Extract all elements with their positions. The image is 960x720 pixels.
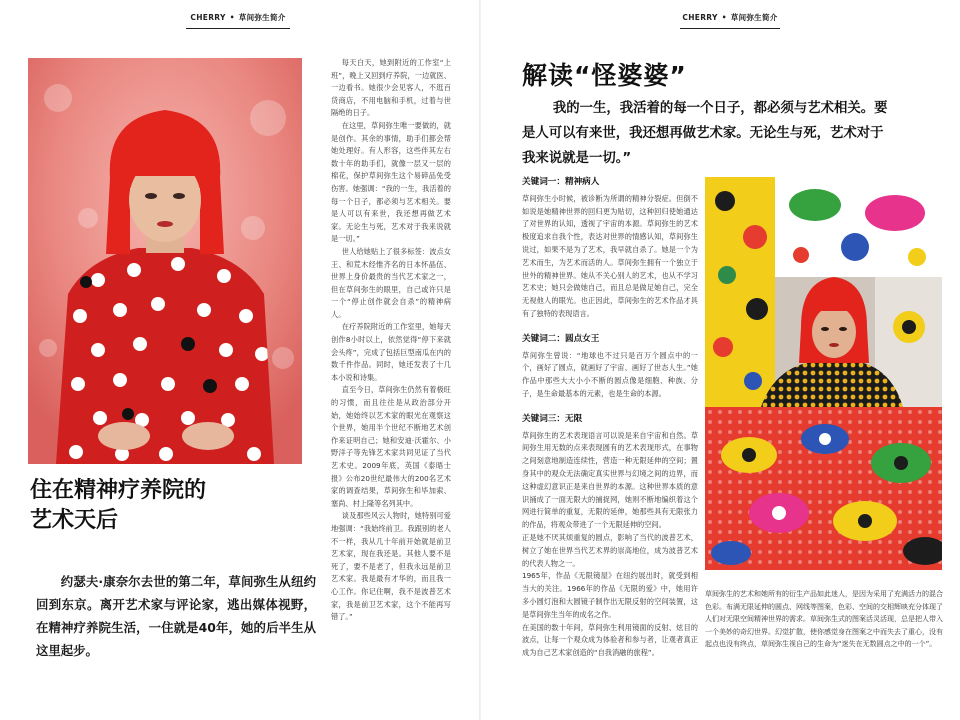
section-title: 解读“怪婆婆” [522, 61, 687, 90]
body-text-column [331, 57, 451, 624]
artist-portrait-photo [28, 58, 302, 464]
article-title [30, 476, 300, 536]
keyword-section [522, 333, 698, 401]
keyword-text: 正是她不厌其烦重复的圆点，影响了当代的波普艺术，树立了她在世界当代艺术界的崇高地位，成为波普艺术的代表人物之一。 [522, 532, 698, 568]
keyword-text: 草间弥生曾说：“地球也不过只是百万个圆点中的一个，画好了圆点，就画好了宇宙、画好了世态人生。”她作品中那些大大小小不断的圆点像是细胞、种族、分子，是生命最基本的元素，也是生命的本源。 [522, 350, 698, 398]
header-brand: CHERRY [682, 13, 718, 22]
keyword-text: 草间弥生小时候，被诊断为所谓的精神分裂症。但倒不如说是她精神世界的回归更为贴切，这种回归使她通达了对世界的认知，透视了宇宙的本源。草间弥生的艺术极度追求自我个性，表达对世界的情感认知，草间弥生说过，如果不是为了艺术，我早就自杀了。她是一个为艺术而生，为艺术而活的人。草间弥生拥有一个独立于世外的精神世界。她从不关心别人的艺术，也从不学习艺术史；她只会做她自己，而且总是做足她自己，完全无视他人的眼光。也正因此，草间弥生的艺术作品才具有了独特的表现语言。 [522, 193, 698, 318]
body-paragraph: 世人给她贴上了很多标签：波点女王、和荒木经惟齐名的日本怀晶伍、世界上身价最贵的当代艺术家之一，但在草间弥生的眼里，自己或许只是一个“停止创作就会自杀”的精神病人。 [331, 246, 451, 319]
keyword-heading: 关键词一：精神病人 [522, 177, 600, 187]
body-paragraph: 谈及那些风云人物时，她特别可爱地强调：“我始终前卫。我跟别的老人不一样，我从几十年前开始就是前卫艺术家，现在我还是。其他人要不是死了，要不是老了，但我永远是前卫艺术家。我是最有才华的，而且我一心工作。你记住啊，我不是波普艺术家，我是前卫艺术家，这个不能再写错了。” [331, 511, 451, 622]
lead-paragraph: 约瑟夫·康奈尔去世的第二年，草间弥生从纽约回到东京。离开艺术家与评论家，逃出媒体视野，在精神疗养院生活，一住就是40年，她的后半生从这里起步。 [36, 574, 316, 658]
keyword-heading: 关键词三：无限 [522, 413, 583, 424]
keyword-text: 草间弥生的艺术表现语言可以说是来自宇宙和自然。草间弥生用无数的点来表现圆有的艺术表现形式，在事物之间刻意地制造连续性，营造一种无限延伸的空间；置身其中的观众无法确定真实世界与幻境之间的边界，而这种虚幻意识正是来自世界的本源。这种世界本质的意识捅成了一面无限大的捕捉网，她则不断地编织着这个网进行简单的重复，无限的延伸，她那些具有无限张力的作品，将观众带进了一个无限延伸的空间。 [522, 430, 698, 530]
keyword-section [522, 413, 698, 660]
body-paragraph: 在这里，草间弥生唯一要做的，就是创作。其余的事情，助手们都会帮她处理好。有人形容，这些伴其左右数十年的助手们，就像一层又一层的棉花，保护草间弥生这个易碎品免受伤害。她强调：“我的一生，我活着的每一个日子，都必须与艺术相关。要是人可以有来世，我还想再做艺术家。无论生与死，艺术对于我来说就是一切。” [331, 120, 451, 244]
body-paragraph: 每天白天，她到附近的工作室“上班”，晚上又回到疗养院，一边就医、一边看书。她很少会见客人，不逛百货商店，不用电脑和手机，过着与世隔绝的日子。 [331, 58, 451, 118]
photo-caption: 草间弥生的艺术和她所有的衍生产品如此迷人，是因为采用了充满活力的混合色彩。布满无限延伸的圆点、网线等图案，色彩、空间的交相辉映充分体现了人们对无限空间精神世界的需求。草间弥生式的图案活灵活现，总是把人带入一个美妙的奇幻世界。幻觉扩散，使你感觉身在图案之中而失去了重心，没有起点也没有终点，草间弥生视自己的生命为“迷失在无数圆点之中的一个”。 [705, 590, 943, 648]
body-paragraph: 在疗养院附近的工作室里，她每天创作8小时以上，依然觉得“停下来就会头疼”，完成了包括巨型南瓜在内的数千件作品。同时，她还发表了十几本小说和诗集。 [331, 322, 451, 382]
header-brand: CHERRY [190, 13, 226, 22]
keyword-text: 在美国的数十年间，草间弥生利用镜面的反射、炫目的波点，让每一个观众成为体验者和参与者，让观者真正成为自己艺术家创造的“自我消融的旅程”。 [522, 622, 698, 658]
header-section: 草间弥生简介 [238, 13, 286, 22]
article-title-line: 艺术天后 [30, 508, 119, 533]
artist-with-artwork-photo [705, 177, 942, 570]
keyword-heading: 关键词二：圆点女王 [522, 333, 600, 344]
body-paragraph: 直至今日，草间弥生仍然有着极旺的习惯，而且往往是从政治部分开始，她始终以艺术家的眼光在观察这个世界，她用半个世纪不断地艺术创作来证明自己；她和安迪·沃霍尔、小野洋子等先锋艺术家共同见证了当代艺术史。2009年底，英国《泰晤士报》公布20世纪最伟大的200名艺术家的调查结果，草间弥生和毕加索、塞尚、村上隆等名列其中。 [331, 385, 451, 508]
running-header: CHERRY • 草间弥生简介 [186, 12, 290, 29]
keyword-section [522, 176, 698, 321]
keyword-text: 1965年，作品《无限镜屋》在纽约展出时，就受到相当大的关注。1966年的作品《无限的爱》中，她用许多小圆灯泡和大圆镜子制作出无限反射的空间装置，这是草间弥生当年的成名之作。 [522, 571, 698, 619]
keyword-text-column [522, 176, 698, 672]
header-section: 草间弥生简介 [730, 13, 778, 22]
running-header: CHERRY • 草间弥生简介 [680, 12, 780, 29]
pull-quote: 我的一生，我活着的每一个日子，都必须与艺术相关。要是人可以有来世，我还想再做艺术家。无论生与死，艺术对于我来说就是一切。” [522, 101, 888, 166]
right-page [480, 0, 960, 720]
article-title-line: 住在精神疗养院的 [30, 478, 207, 503]
